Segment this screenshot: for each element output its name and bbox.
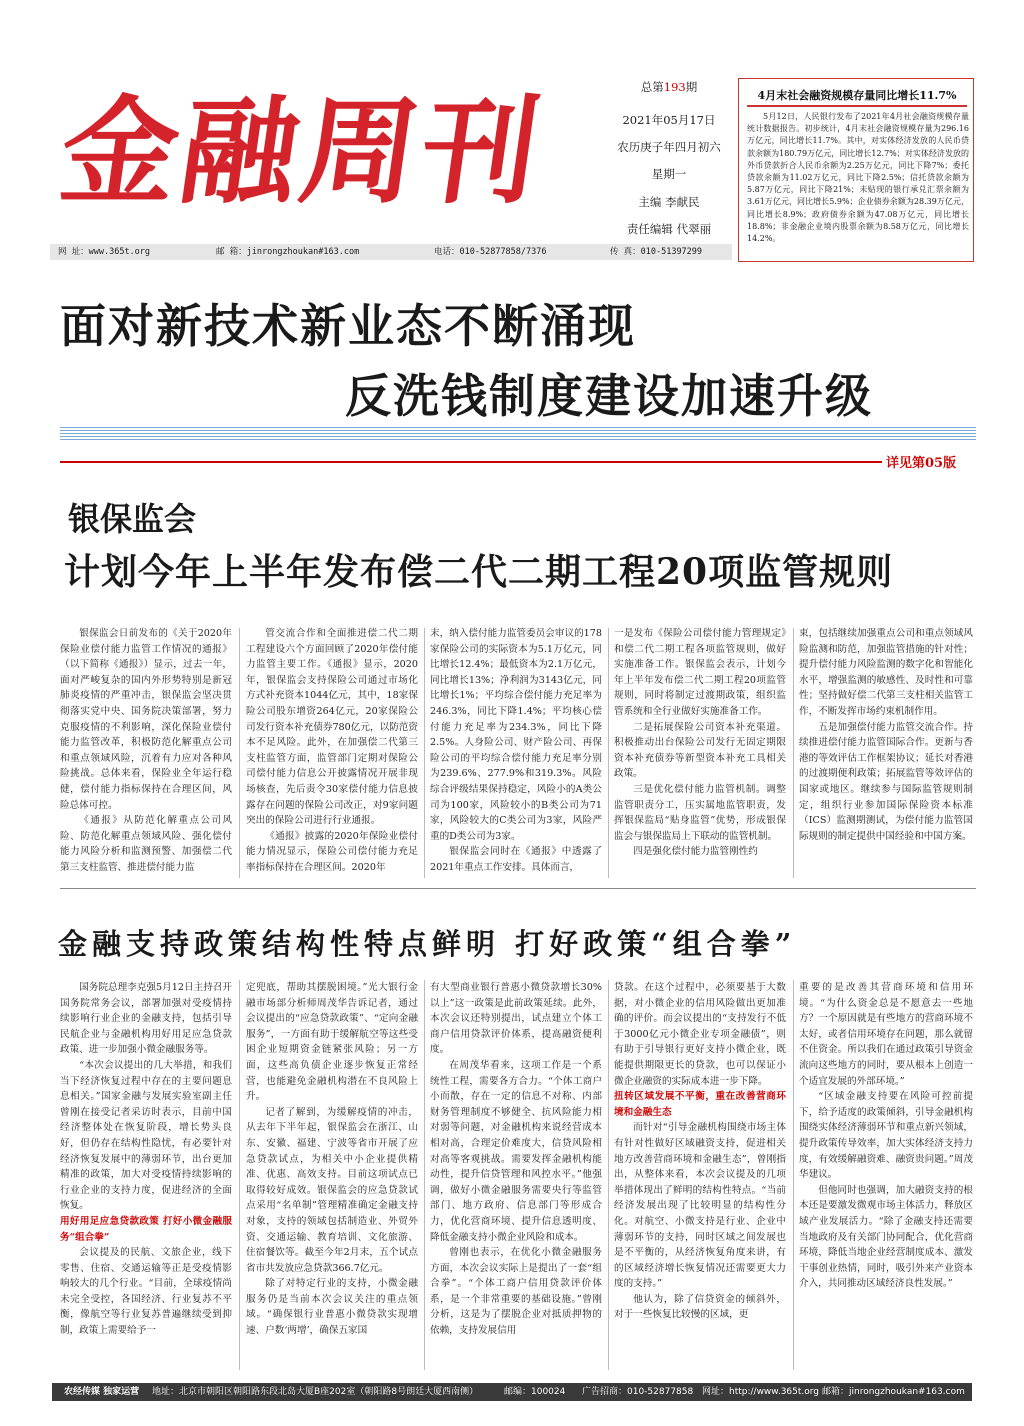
article2-col-2 xyxy=(246,980,418,1339)
editor: 主编 李献民 xyxy=(638,195,700,209)
paragraph: 贷款。在这个过程中，必须要基于大数据，对小微企业的信用风险做出更加准确的评价。而会议提出的“支持发行不低于3000亿元小微企业专项金融债”，则有助于引导银行更好支持小微企业，既能提供期限更长的贷款，也可以保证小微企业融资的实际成本进一步下降。 xyxy=(614,982,786,1087)
paragraph: 除了对特定行业的支持，小微金融服务仍是当前本次会议关注的重点领域。“确保银行业普惠小微贷款实现增速、户数‘两增’，确保五家国 xyxy=(246,1278,418,1337)
headline-line-2: 反洗钱制度建设加速升级 xyxy=(345,369,873,423)
contact-phone: 电话：010-52877858/7376 xyxy=(434,247,547,257)
column-divider xyxy=(424,980,425,1370)
paragraph: 《通报》披露的2020年保险业偿付能力情况显示，保险公司偿付能力充足率指标保持在合理区间。2020年 xyxy=(246,830,418,873)
lunar-date: 农历庚子年四月初六 xyxy=(617,140,721,154)
contact-email: 邮 箱：jinrongzhoukan#163.com xyxy=(216,247,360,257)
paragraph: 有大型商业银行普惠小微贷款增长30%以上”这一政策是此前政策延续。此外，本次会议还特别提出，试点建立个体工商户信用贷款评价体系，提高融资便利度。 xyxy=(430,982,602,1056)
paragraph: 末，纳入偿付能力监管委员会审议的178家保险公司的实际资本为5.1万亿元，同比增长12.4%；最低资本为2.1万亿元，同比增长13%；净利润为3143亿元，同比增长1%；平均综合偿付能力充足率为246.3%，同比下降1.4%；平均核心偿付能力充足率为234.3%，同比下降2.5%。人身险公司、财产险公司、再保险公司的平均综合偿付能力充足率分别为239.6%、277.9%和319.3%。风险综合评级结果保持稳定，风险小的A类公司为100家，风险较小的B类公司为71家，风险较大的C类公司为3家，风险严重的D类公司为3家。 xyxy=(430,628,602,842)
contact-bar xyxy=(50,244,732,260)
responsible-editor: 责任编辑 代翠丽 xyxy=(626,222,712,236)
paragraph: 而针对“引导金融机构围绕市场主体有针对性做好区域融资支持，促进相关地方改善营商环境和金融生态”，曾刚指出，从整体来看，本次会议提及的几项举措体现出了鲜明的结构性特点。“当前经济发展出现了比较明显的结构性分化。对航空、小微支持是行业、企业中薄弱环节的支持，同时区域之间发展也是不平衡的，从经济恢复角度来讲，有的区域经济增长恢复情况还需要更大力度的支持。” xyxy=(614,1122,786,1290)
footer-brand: 农经传媒 独家运营 xyxy=(64,1387,140,1397)
footer-ad: 广告招商：010-52877858 xyxy=(582,1387,694,1397)
contact-website: 网 址：www.365t.org xyxy=(58,247,151,257)
issue-date: 2021年05月17日 xyxy=(622,113,716,127)
section-divider xyxy=(60,888,976,889)
paragraph: 会议提及的民航、文旅企业，线下零售、住宿、交通运输等正是受疫情影响较大的几个行业。“目前，全球疫情尚未完全受控，各国经济、行业复苏不平衡，像航空等行业复苏普遍继续受到抑制，政策上需要给予一 xyxy=(60,1247,232,1337)
paragraph: “区域金融支持要在风险可控前提下，给予适度的政策倾斜，引导金融机构围绕实体经济薄弱环节和重点新兴领域，提升政策传导效率，加大实体经济支持力度，有效缓解融资难、融资贵问题。”周茂华建议。 xyxy=(799,1091,973,1181)
article-headline: 计划今年上半年发布偿二代二期工程20项监管规则 xyxy=(64,551,894,593)
column-divider xyxy=(793,628,794,878)
column-divider xyxy=(793,980,794,1370)
contact-fax: 传 真：010-51397299 xyxy=(610,247,703,257)
article2-col-1 xyxy=(60,980,232,1339)
article-kicker: 银保监会 xyxy=(68,500,197,538)
article2-col-3 xyxy=(430,980,602,1339)
paragraph: 银保监会同时在《通报》中透露了2021年重点工作安排。具体而言， xyxy=(430,846,602,873)
paragraph: 束，包括继续加强重点公司和重点领域风险监测和防范，加强监管措施的针对性；提升偿付能力风险监测的数字化和智能化水平，增强监测的敏感性、及时性和可靠性；坚持做好偿二代第三支柱相关监管工作，不断发挥市场约束机制作用。 xyxy=(799,628,973,717)
paragraph: 《通报》从防范化解重点公司风险、防范化解重点领域风险、强化偿付能力风险分析和监测预警、加强偿二代第三支柱监管、推进偿付能力监 xyxy=(60,815,232,873)
divider-rule xyxy=(60,427,976,441)
article1-col-1 xyxy=(60,626,232,876)
paragraph: 四是强化偿付能力监管刚性约 xyxy=(633,846,758,858)
paragraph: 三是优化偿付能力监管机制。调整监管职责分工，压实属地监管职责，发挥银保监局“贴身监管”优势，形成银保监会与银保监局上下联动的监管机制。 xyxy=(614,783,786,842)
masthead-title: 金融周刊 xyxy=(52,84,552,220)
paragraph: 国务院总理李克强5月12日主持召开国务院常务会议，部署加强对受疫情持续影响行业企业的金融支持，包括引导民航企业与金融机构用好用足应急贷款政策、进一步加强小微金融服务等。 xyxy=(60,982,232,1056)
article1-col-2 xyxy=(246,626,418,876)
article2-col-4 xyxy=(614,980,786,1323)
paragraph: 记者了解到，为缓解疫情的冲击，从去年下半年起，银保监会在浙江、山东、安徽、福建、宁波等省市开展了应急贷款试点，为相关中小企业提供精准、优惠、高效支持。目前这项试点已取得较好成效。银保监会的应急贷款试点采用“名单制”管理精准确定金融支持对象，支持的领域包括制造业、外贸外资、交通运输、教育培训、文化旅游、住宿餐饮等。截至今年2月末，五个试点省市共发放应急贷款366.7亿元。 xyxy=(246,1106,418,1274)
red-subheading: 用好用足应急贷款政策 打好小微金融服务“组合拳” xyxy=(60,1215,232,1243)
headline-line-1: 面对新技术新业态不断涌现 xyxy=(60,299,636,353)
paragraph: 银保监会日前发布的《关于2020年保险业偿付能力监管工作情况的通报》（以下简称《通报》）显示，过去一年，面对严峻复杂的国内外形势特别是新冠肺炎疫情的严重冲击，银保监会坚决贯彻落实党中央、国务院决策部署，努力克服疫情的不利影响，深化保险业偿付能力监管改革，积极防范化解重点公司和重点领域风险，沉着有力应对各种风险挑战。总体来看，保险业全年运行稳健，偿付能力指标保持在合理区间，风险总体可控。 xyxy=(60,628,232,811)
paragraph: 曾刚也表示，在优化小微金融服务方面，本次会议实际上是提出了一套“组合拳”。“个体工商户信用贷款评价体系，是一个非常重要的基础设施。”曾刚分析，这是为了摆脱企业对抵质押物的依赖，支持发展信用 xyxy=(430,1247,602,1337)
footer-bar xyxy=(52,1383,972,1401)
column-divider xyxy=(239,628,240,878)
footer-email[interactable]: 邮箱：jinrongzhoukan#163.com xyxy=(822,1387,965,1397)
article2-col-5 xyxy=(799,980,973,1292)
paragraph: 一是发布《保险公司偿付能力管理规定》和偿二代二期工程各项监管规则，做好实施准备工作。银保监会表示，计划今年上半年发布偿二代二期工程20项监管规则，同时将制定过渡期政策，组织监管系统和全行业做好实施准备工作。 xyxy=(614,628,786,717)
news-brief-body: 5月12日，人民银行发布了2021年4月社会融资规模存量统计数据报告。初步统计，4月末社会融资规模存量为296.16万亿元，同比增长11.7%。其中，对实体经济发放的人民币贷款余额为180.79万亿元，同比增长12.7%；对实体经济发放的外币贷款折合人民币余额为2.25万亿元，同比下降7%；委托贷款余额为11.02万亿元，同比下降2.5%；信托贷款余额为5.87万亿元，同比下降21%；未贴现的银行承兑汇票余额为3.61万亿元，同比增长5.9%；企业债券余额为28.39万亿元，同比增长8.9%；政府债券余额为47.08万亿元，同比增长18.8%；非金融企业境内股票余额为8.58万亿元，同比增长14.2%。 xyxy=(747,112,969,244)
paragraph: 但他同时也强调，加大融资支持的根本还是要激发微观市场主体活力，释放区域产业发展活力。“除了金融支持还需要当地政府及有关部门协同配合，优化营商环境，降低当地企业经营制度成本、激发干事创业热情，同时，吸引外来产业资本介入，共同推动区域经济良性发展。” xyxy=(799,1184,973,1290)
column-divider xyxy=(239,980,240,1370)
news-brief-box xyxy=(738,78,974,262)
weekday: 星期一 xyxy=(651,167,687,181)
footer-address: 地址：北京市朝阳区朝阳路东段北岛大厦B座202室（朝阳路8号朗廷大厦西南侧） xyxy=(152,1387,479,1397)
paragraph: 重要的是改善其营商环境和信用环境。“为什么资金总是不愿意去一些地方？一个原因就是有些地方的营商环境不太好，或者信用环境存在问题，那么就留不住资金。所以我们在通过政策引导资金流向这些地方的同时，要从根本上创造一个适宜发展的外部环境。” xyxy=(799,982,973,1087)
paragraph: 他认为，除了信贷资金的倾斜外，对于一些恢复比较慢的区域，更 xyxy=(614,1293,786,1321)
column-divider xyxy=(424,628,425,878)
divider-red xyxy=(60,461,882,463)
article1-col-5 xyxy=(799,626,973,844)
news-brief-title: 4月末社会融资规模存量同比增长11.7% xyxy=(747,85,967,107)
article1-col-4 xyxy=(614,626,786,860)
see-page-link[interactable]: 详见第05版 xyxy=(886,456,957,471)
footer-website[interactable]: 网址：http://www.365t.org xyxy=(702,1387,820,1397)
article1-col-3 xyxy=(430,626,602,876)
column-divider xyxy=(608,980,609,1370)
paragraph: 二是拓展保险公司资本补充渠道。积极推动出台保险公司发行无固定期限资本补充债券等新型资本补充工具相关政策。 xyxy=(614,721,786,780)
paragraph: 管交流合作和全面推进偿二代二期工程建设六个方面回顾了2020年偿付能力监管主要工作。《通报》显示，2020年，银保监会支持保险公司通过市场化方式补充资本1044亿元，其中，18家保险公司股东增资264亿元，20家保险公司发行资本补充债券780亿元，以防范资本不足风险。此外，在加强偿二代第三支柱监管方面，监管部门定期对保险公司偿付能力信息公开披露情况开展非现场核查，先后责令30家偿付能力信息披露存在问题的保险公司改正，对9家问题突出的保险公司进行行业通报。 xyxy=(246,628,418,827)
issue-number: 总第193期 xyxy=(640,80,698,94)
column-divider xyxy=(608,628,609,878)
paragraph: 在周茂华看来，这项工作是一个系统性工程，需要各方合力。“个体工商户小而散，存在一定的信息不对称、内部财务管理制度不够健全、抗风险能力相对弱等问题，对金融机构来说经营成本相对高，合理定价难度大，信贷风险相对高等客观挑战。需要发挥金融机构能动性，提升信贷管理和风控水平。”他强调，做好小微金融服务需要央行等监管部门、地方政府、信息部门等形成合力，优化营商环境、提升信息透明度、降低金融支持小微企业风险和成本。 xyxy=(430,1059,602,1243)
paragraph: 定兜底，帮助其摆脱困境。”光大银行金融市场部分析师周茂华告诉记者，通过会议提出的“应急贷款政策”、“定向金融服务”，一方面有助于缓解航空等这些受困企业短期资金链紧张风险；另一方面，这些高负债企业逐步恢复正常经营，也能避免金融机构潜在不良风险上升。 xyxy=(246,982,418,1103)
footer-postcode: 邮编：100024 xyxy=(504,1387,566,1397)
paragraph: 五是加强偿付能力监管交流合作。持续推进偿付能力监管国际合作。更新与香港的等效评估工作框架协议；延长对香港的过渡期便利政策；拓展监管等效评估的国家或地区。继续参与国际监管规则制定，组织行业参加国际保险资本标准（ICS）监测期测试，为偿付能力监管国际规则的制定提供中国经验和中国方案。 xyxy=(799,721,973,842)
red-subheading: 扭转区域发展不平衡，重在改善营商环境和金融生态 xyxy=(614,1091,786,1118)
paragraph: “本次会议提出的几大举措，和我们当下经济恢复过程中存在的主要问题息息相关。”国家金融与发展实验室副主任曾刚在接受记者采访时表示，目前中国经济整体处在恢复阶段，增长势头良好，但仍存在结构性隐忧，有必要针对经济恢复发展中的薄弱环节，出台更加精准的政策，加大对受疫情持续影响的行业企业的支持力度，促进经济的全面恢复。 xyxy=(60,1059,232,1212)
section2-headline: 金融支持政策结构性特点鲜明 打好政策“组合拳” xyxy=(58,927,797,961)
